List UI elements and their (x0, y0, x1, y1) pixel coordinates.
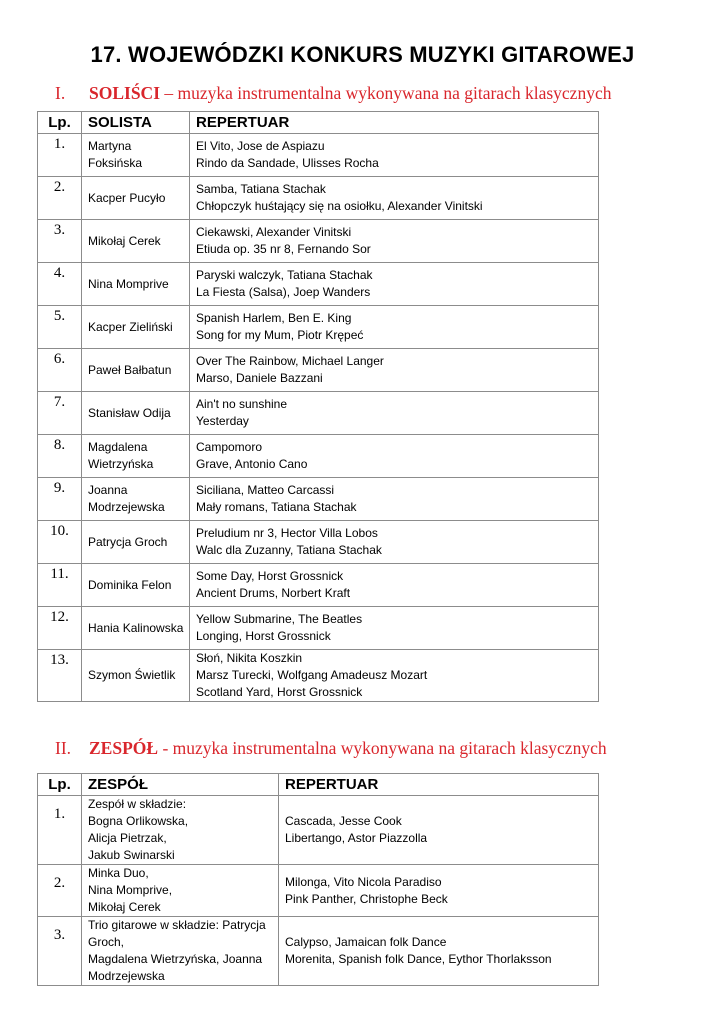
performer-line: Patrycja Groch (88, 534, 168, 549)
repertoire-cell (190, 306, 599, 349)
soloists-table (37, 111, 599, 702)
performer-line: Modrzejewska (88, 500, 165, 514)
repertoire-cell (190, 435, 599, 478)
table-row (38, 865, 599, 917)
performer-cell (82, 263, 190, 306)
repertoire-item: La Fiesta (Salsa), Joep Wanders (196, 285, 371, 299)
section-name: SOLIŚCI (89, 83, 161, 103)
performer-line: Jakub Swinarski (88, 848, 175, 862)
section-heading-ensemble (55, 738, 607, 759)
performer-cell (82, 220, 190, 263)
repertoire-cell (190, 134, 599, 177)
repertoire-item: Rindo da Sandade, Ulisses Rocha (196, 156, 379, 170)
repertoire-item: Słoń, Nikita Koszkin (196, 651, 303, 665)
repertoire-item: Libertango, Astor Piazzolla (285, 831, 428, 845)
repertoire-item: Samba, Tatiana Stachak (196, 182, 326, 196)
table-row (38, 134, 599, 177)
performer-line: Joanna (88, 483, 128, 497)
performer-line: Bogna Orlikowska, (88, 814, 189, 828)
performer-line: Szymon Świetlik (88, 668, 176, 682)
performer-line: Kacper Pucyło (88, 190, 166, 205)
repertoire-item: Scotland Yard, Horst Grossnick (196, 685, 363, 699)
row-number: 3. (38, 917, 82, 986)
repertoire-cell (279, 917, 599, 986)
repertoire-item: Cascada, Jesse Cook (285, 814, 402, 828)
performer-line: Kacper Zieliński (88, 319, 173, 334)
repertoire-item: Over The Rainbow, Michael Langer (196, 354, 384, 368)
performer-cell (82, 134, 190, 177)
repertoire-item: Song for my Mum, Piotr Krępeć (196, 328, 364, 342)
repertoire-cell (190, 478, 599, 521)
row-number: 6. (38, 349, 82, 392)
performer-line: Dominika Felon (88, 577, 172, 592)
repertoire-item: Marsz Turecki, Wolfgang Amadeusz Mozart (196, 668, 428, 682)
section-number: II. (55, 738, 72, 758)
header-lp: Lp. (38, 112, 82, 134)
row-number: 3. (38, 220, 82, 263)
table-row (38, 177, 599, 220)
row-number: 9. (38, 478, 82, 521)
row-number: 10. (38, 521, 82, 564)
performer-line: Nina Momprive, (88, 883, 173, 897)
section-description: – muzyka instrumentalna wykonywana na gitarach klasycznych (160, 83, 612, 103)
header-soloist: SOLISTA (82, 112, 190, 134)
performer-cell (82, 564, 190, 607)
table-row (38, 478, 599, 521)
performer-cell (82, 306, 190, 349)
row-number: 2. (38, 865, 82, 917)
repertoire-item: Marso, Daniele Bazzani (196, 371, 323, 385)
performer-line: Mikołaj Cerek (88, 900, 161, 914)
repertoire-cell (279, 796, 599, 865)
document-title: 17. WOJEWÓDZKI KONKURS MUZYKI GITAROWEJ (90, 42, 635, 67)
table-row (38, 796, 599, 865)
table-row (38, 917, 599, 986)
table-row (38, 650, 599, 702)
performer-line: Magdalena (88, 440, 148, 454)
repertoire-item: Mały romans, Tatiana Stachak (196, 500, 357, 514)
performer-line: Martyna (88, 139, 132, 153)
repertoire-item: Yellow Submarine, The Beatles (196, 612, 363, 626)
row-number: 7. (38, 392, 82, 435)
repertoire-cell (190, 263, 599, 306)
header-repertoire: REPERTUAR (279, 774, 599, 796)
performer-line: Groch, (88, 935, 125, 949)
row-number: 11. (38, 564, 82, 607)
repertoire-item: Spanish Harlem, Ben E. King (196, 311, 352, 325)
repertoire-item: Ciekawski, Alexander Vinitski (196, 225, 352, 239)
header-repertoire: REPERTUAR (190, 112, 599, 134)
table-header-row (38, 774, 599, 796)
repertoire-cell (190, 177, 599, 220)
row-number: 8. (38, 435, 82, 478)
repertoire-item: Pink Panther, Christophe Beck (285, 891, 448, 906)
repertoire-item: Campomoro (196, 440, 263, 454)
performer-line: Stanisław Odija (88, 405, 171, 420)
repertoire-cell (190, 392, 599, 435)
table-row (38, 306, 599, 349)
table-row (38, 220, 599, 263)
repertoire-item: Longing, Horst Grossnick (196, 629, 331, 643)
performer-line: Paweł Bałbatun (88, 362, 172, 377)
performer-line: Magdalena Wietrzyńska, Joanna (88, 952, 263, 966)
repertoire-item: Etiuda op. 35 nr 8, Fernando Sor (196, 242, 371, 256)
repertoire-item: Calypso, Jamaican folk Dance (285, 935, 447, 949)
row-number: 2. (38, 177, 82, 220)
section-number: I. (55, 83, 66, 103)
performer-cell (82, 865, 279, 917)
repertoire-cell (190, 220, 599, 263)
table-row (38, 435, 599, 478)
repertoire-item: Milonga, Vito Nicola Paradiso (285, 874, 442, 889)
row-number: 13. (38, 650, 82, 702)
repertoire-cell (279, 865, 599, 917)
table-row (38, 263, 599, 306)
table-row (38, 349, 599, 392)
repertoire-item: Preludium nr 3, Hector Villa Lobos (196, 526, 378, 540)
repertoire-cell (190, 521, 599, 564)
row-number: 12. (38, 607, 82, 650)
repertoire-item: Paryski walczyk, Tatiana Stachak (196, 268, 373, 282)
repertoire-cell (190, 349, 599, 392)
table-row (38, 392, 599, 435)
repertoire-item: Some Day, Horst Grossnick (196, 569, 344, 583)
performer-line: Modrzejewska (88, 969, 165, 983)
repertoire-item: Siciliana, Matteo Carcassi (196, 483, 335, 497)
performer-cell (82, 478, 190, 521)
performer-line: Zespół w składzie: (88, 797, 187, 811)
performer-cell (82, 650, 190, 702)
row-number: 5. (38, 306, 82, 349)
performer-line: Alicja Pietrzak, (88, 831, 167, 845)
performer-line: Trio gitarowe w składzie: Patrycja (88, 918, 266, 932)
row-number: 1. (38, 796, 82, 865)
performer-line: Nina Momprive (88, 276, 169, 291)
repertoire-cell (190, 650, 599, 702)
repertoire-item: Walc dla Zuzanny, Tatiana Stachak (196, 543, 382, 557)
performer-line: Hania Kalinowska (88, 620, 184, 635)
performer-line: Minka Duo, (88, 866, 149, 880)
table-header-row (38, 112, 599, 134)
repertoire-item: Grave, Antonio Cano (196, 457, 308, 471)
repertoire-cell (190, 607, 599, 650)
performer-cell (82, 392, 190, 435)
performer-line: Foksińska (88, 156, 143, 170)
performer-cell (82, 796, 279, 865)
repertoire-item: Ain't no sunshine (196, 397, 288, 411)
performer-cell (82, 917, 279, 986)
section-name: ZESPÓŁ (89, 738, 159, 758)
performer-cell (82, 521, 190, 564)
table-row (38, 564, 599, 607)
table-row (38, 521, 599, 564)
ensemble-table (37, 773, 599, 986)
table-row (38, 607, 599, 650)
header-ensemble: ZESPÓŁ (82, 774, 279, 796)
performer-cell (82, 435, 190, 478)
performer-line: Mikołaj Cerek (88, 233, 161, 248)
row-number: 1. (38, 134, 82, 177)
row-number: 4. (38, 263, 82, 306)
repertoire-cell (190, 564, 599, 607)
repertoire-item: Chłopczyk huśtający się na osiołku, Alexander Vinitski (196, 199, 483, 213)
performer-cell (82, 349, 190, 392)
performer-cell (82, 607, 190, 650)
section-heading-soloists (55, 83, 611, 104)
repertoire-item: Morenita, Spanish folk Dance, Eythor Thorlaksson (285, 952, 552, 966)
performer-line: Wietrzyńska (88, 457, 154, 471)
ensemble-table-body (38, 796, 599, 986)
soloists-table-body (38, 134, 599, 702)
performer-cell (82, 177, 190, 220)
header-lp: Lp. (38, 774, 82, 796)
section-description: - muzyka instrumentalna wykonywana na gitarach klasycznych (158, 738, 607, 758)
repertoire-item: El Vito, Jose de Aspiazu (196, 139, 325, 153)
repertoire-item: Ancient Drums, Norbert Kraft (196, 586, 351, 600)
repertoire-item: Yesterday (196, 414, 249, 428)
